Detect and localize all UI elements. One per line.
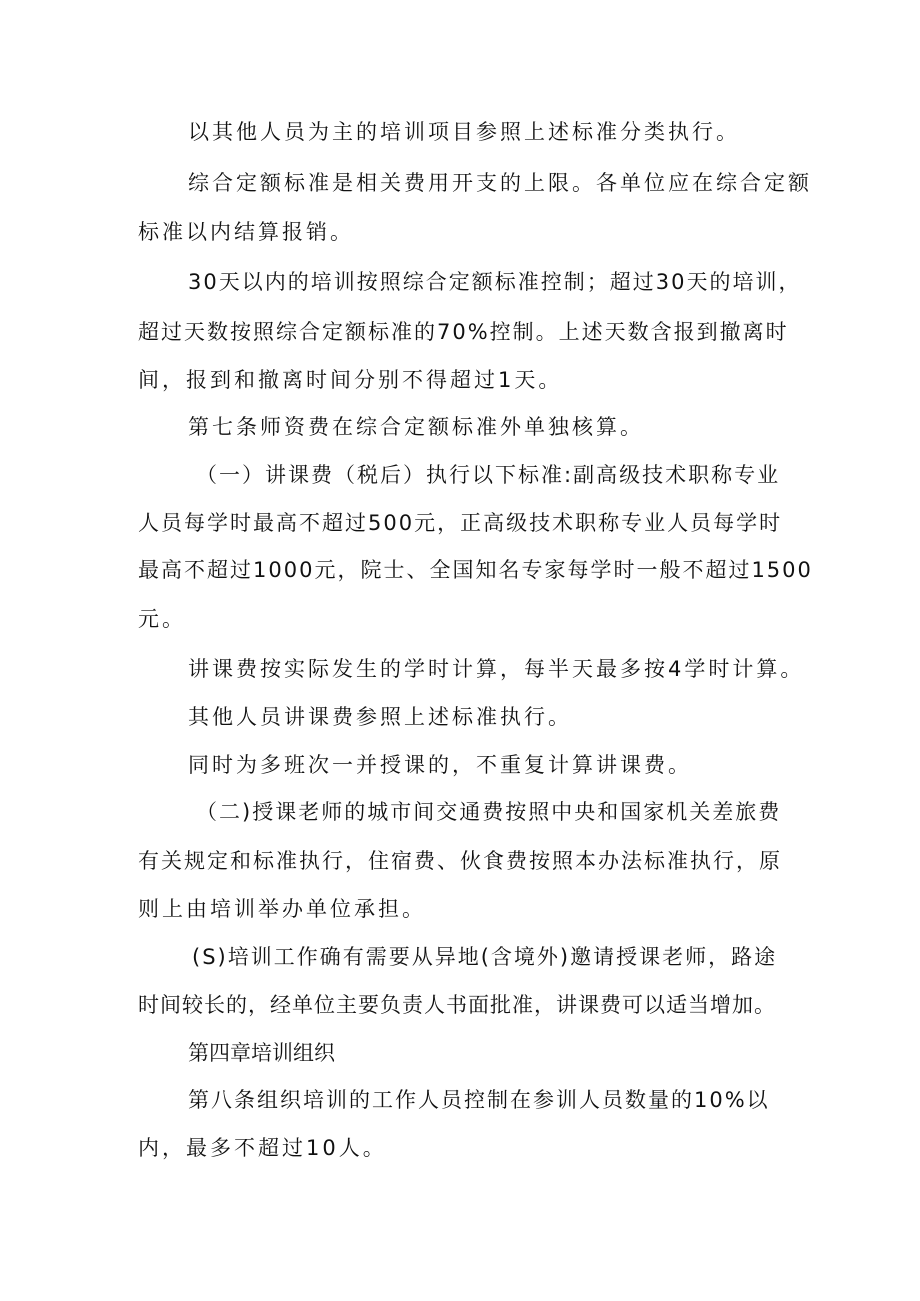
text-line: 30天以内的培训按照综合定额标准控制；超过30天的培训， [188,270,802,294]
text-line: 其他人员讲课费参照上述标准执行。 [188,705,572,729]
text-line: （二)授课老师的城市间交通费按照中央和国家机关差旅费 [196,800,782,824]
text-line: 以其他人员为主的培训项目参照上述标准分类执行。 [188,120,740,144]
text-line: 间，报到和撤离时间分别不得超过1天。 [138,368,563,392]
text-line: 时间较长的，经单位主要负责人书面批准，讲课费可以适当增加。 [138,993,776,1017]
section-heading: 第七条师资费在综合定额标准外单独核算。 [188,415,644,439]
text-line: 综合定额标准是相关费用开支的上限。各单位应在综合定额 [188,171,812,195]
chapter-heading: 第四章培训组织 [188,1041,335,1065]
text-line: 最高不超过1000元，院士、全国知名专家每学时一般不超过1500 [138,558,813,582]
text-line: 同时为多班次一并授课的，不重复计算讲课费。 [188,753,692,777]
text-line: 第八条组织培训的工作人员控制在参训人员数量的10%以 [188,1088,770,1112]
text-line: 超过天数按照综合定额标准的70%控制。上述天数含报到撤离时 [138,320,789,344]
text-line: (S)培训工作确有需要从异地(含境外)邀请授课老师，路途 [192,945,778,969]
text-line: 标准以内结算报销。 [138,220,354,244]
text-line: （一）讲课费（税后）执行以下标准:副高级技术职称专业 [196,463,781,487]
text-line: 则上由培训举办单位承担。 [138,897,426,921]
text-line: 人员每学时最高不超过500元，正高级技术职称专业人员每学时 [138,511,783,535]
text-line: 讲课费按实际发生的学时计算，每半天最多按4学时计算。 [188,657,805,681]
text-line: 有关规定和标准执行，住宿费、伙食费按照本办法标准执行，原 [138,849,782,873]
text-line: 内，最多不超过10人。 [138,1136,387,1160]
text-line: 元。 [138,607,186,631]
